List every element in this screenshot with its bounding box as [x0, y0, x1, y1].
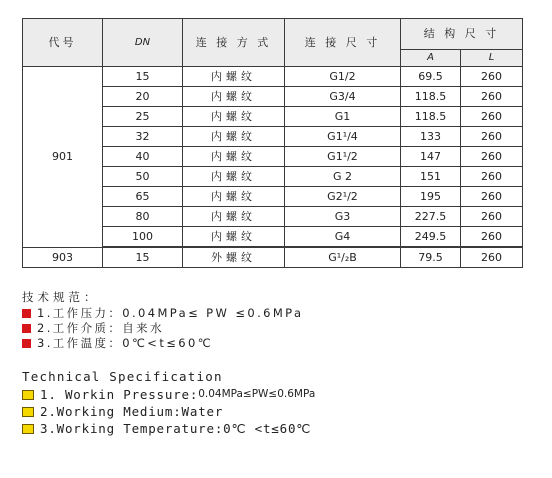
english-specification	[22, 368, 542, 437]
cell-connection-size: G1	[285, 107, 401, 127]
en-spec-pressure-label: 1. Workin Pressure:	[40, 387, 199, 402]
header-l: L	[461, 50, 523, 67]
table-row	[23, 247, 523, 268]
cell-connection-size: G¹/₂B	[285, 247, 401, 268]
cell-a: 151	[401, 167, 461, 187]
yellow-square-bullet-icon	[22, 390, 34, 400]
cell-dn: 15	[103, 247, 183, 268]
cell-a: 249.5	[401, 227, 461, 248]
cell-connection-type: 内螺纹	[183, 227, 285, 248]
cell-a: 133	[401, 127, 461, 147]
cell-l: 260	[461, 127, 523, 147]
cell-l: 260	[461, 227, 523, 248]
header-code: 代号	[23, 19, 103, 67]
cn-spec-pressure: 1.工作压力：0.04MPa≤ PW ≤0.6MPa	[37, 306, 304, 320]
en-spec-item	[22, 403, 542, 420]
cn-spec-item	[22, 321, 542, 336]
cell-l: 260	[461, 167, 523, 187]
cell-a: 147	[401, 147, 461, 167]
cell-l: 260	[461, 87, 523, 107]
yellow-square-bullet-icon	[22, 424, 34, 434]
specification-table	[22, 18, 523, 268]
cell-connection-type: 内螺纹	[183, 207, 285, 227]
en-spec-medium-label: 2.Working Medium:	[40, 404, 182, 419]
en-spec-title: Technical Specification	[22, 369, 223, 384]
cell-a: 195	[401, 187, 461, 207]
cell-code: 901	[23, 67, 103, 248]
en-spec-pressure-value: 0.04MPa≤PW≤0.6MPa	[198, 388, 316, 400]
header-dn: DN	[103, 19, 183, 67]
table-body	[23, 67, 523, 268]
cell-connection-size: G1¹/4	[285, 127, 401, 147]
red-square-bullet-icon	[22, 339, 31, 348]
en-spec-temperature-value: 0℃ <t≤60℃	[223, 421, 312, 436]
cn-spec-item	[22, 306, 542, 321]
cell-connection-type: 内螺纹	[183, 67, 285, 87]
cell-connection-size: G1/2	[285, 67, 401, 87]
header-connection-type: 连 接 方 式	[183, 19, 285, 67]
cell-l: 260	[461, 207, 523, 227]
cell-dn: 100	[103, 227, 183, 248]
cell-connection-type: 内螺纹	[183, 87, 285, 107]
red-square-bullet-icon	[22, 309, 31, 318]
cell-dn: 32	[103, 127, 183, 147]
cell-connection-size: G 2	[285, 167, 401, 187]
cell-l: 260	[461, 67, 523, 87]
header-structure-size: 结 构 尺 寸	[401, 19, 523, 50]
cell-dn: 20	[103, 87, 183, 107]
cell-connection-type: 内螺纹	[183, 187, 285, 207]
cell-connection-size: G4	[285, 227, 401, 248]
cell-l: 260	[461, 147, 523, 167]
cell-connection-size: G3	[285, 207, 401, 227]
cell-dn: 25	[103, 107, 183, 127]
cell-l: 260	[461, 247, 523, 268]
cell-a: 227.5	[401, 207, 461, 227]
cell-connection-size: G3/4	[285, 87, 401, 107]
cell-connection-type: 内螺纹	[183, 147, 285, 167]
cell-l: 260	[461, 187, 523, 207]
cell-a: 118.5	[401, 107, 461, 127]
cell-connection-size: G2¹/2	[285, 187, 401, 207]
en-spec-item	[22, 386, 542, 403]
cell-code: 903	[23, 247, 103, 268]
cell-dn: 80	[103, 207, 183, 227]
cell-a: 118.5	[401, 87, 461, 107]
chinese-specification	[22, 290, 542, 351]
cell-dn: 50	[103, 167, 183, 187]
cn-spec-title: 技术规范：	[22, 290, 100, 304]
cell-dn: 65	[103, 187, 183, 207]
en-spec-medium-value: Water	[181, 404, 224, 419]
header-a: A	[401, 50, 461, 67]
cell-a: 69.5	[401, 67, 461, 87]
cell-dn: 15	[103, 67, 183, 87]
cn-spec-temperature: 3.工作温度：0℃<t≤60℃	[37, 336, 214, 350]
red-square-bullet-icon	[22, 324, 31, 333]
cell-connection-size: G1¹/2	[285, 147, 401, 167]
header-connection-size: 连 接 尺 寸	[285, 19, 401, 67]
table-row	[23, 67, 523, 87]
cn-spec-item	[22, 336, 542, 351]
yellow-square-bullet-icon	[22, 407, 34, 417]
cn-spec-medium: 2.工作介质：自来水	[37, 321, 164, 335]
cell-a: 79.5	[401, 247, 461, 268]
cell-connection-type: 内螺纹	[183, 167, 285, 187]
cell-dn: 40	[103, 147, 183, 167]
cell-connection-type: 外螺纹	[183, 247, 285, 268]
cell-l: 260	[461, 107, 523, 127]
en-spec-item	[22, 420, 542, 437]
cell-connection-type: 内螺纹	[183, 107, 285, 127]
cell-connection-type: 内螺纹	[183, 127, 285, 147]
en-spec-temperature-label: 3.Working Temperature:	[40, 421, 224, 436]
